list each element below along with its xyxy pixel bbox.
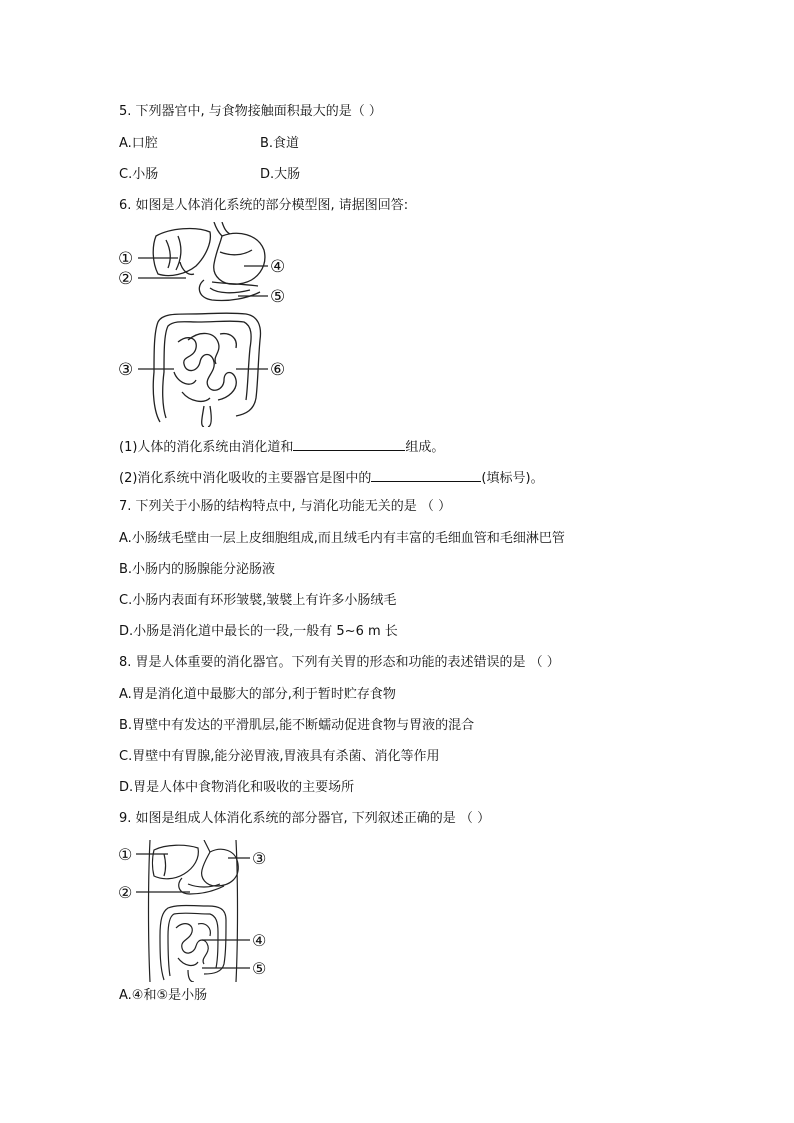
q6-stem: 6. 如图是人体消化系统的部分模型图, 请据图回答:: [119, 198, 409, 213]
q5-option-c: C.小肠: [119, 167, 159, 182]
fig1-label-1: ①: [118, 249, 134, 269]
q5-option-a: A.口腔: [119, 136, 158, 151]
q6-sub2-post: (填标号)。: [481, 471, 544, 486]
q6-sub2-answer-blank[interactable]: [371, 468, 481, 482]
fig2-label-5: ⑤: [252, 959, 267, 978]
fig2-label-1: ①: [118, 845, 133, 864]
fig2-label-3: ③: [252, 849, 267, 868]
q6-sub1-pre: (1)人体的消化系统由消化道和: [119, 440, 294, 455]
q7-option-c: C.小肠内表面有环形皱襞,皱襞上有许多小肠绒毛: [119, 593, 397, 608]
large-intestine-shape: [153, 313, 260, 422]
q8-stem: 8. 胃是人体重要的消化器官。下列有关胃的形态和功能的表述错误的是 （ ）: [119, 655, 560, 670]
q9-stem: 9. 如图是组成人体消化系统的部分器官, 下列叙述正确的是 （ ）: [119, 811, 491, 826]
q6-sub2-pre: (2)消化系统中消化吸收的主要器官是图中的: [119, 471, 372, 486]
q5-option-d: D.大肠: [260, 167, 301, 182]
fig1-label-6: ⑥: [270, 360, 286, 380]
fig2-label-2: ②: [118, 883, 133, 902]
fig1-label-5: ⑤: [270, 287, 286, 307]
q6-sub1: [119, 437, 444, 457]
q7-option-b: B.小肠内的肠腺能分泌肠液: [119, 562, 276, 577]
q6-sub1-post: 组成。: [405, 440, 445, 455]
stomach-shape: [214, 233, 265, 284]
fig2-label-4: ④: [252, 931, 267, 950]
digestive-system-figure-2: [118, 840, 273, 982]
q8-option-c: C.胃壁中有胃腺,能分泌胃液,胃液具有杀菌、消化等作用: [119, 749, 440, 764]
q8-option-d: D.胃是人体中食物消化和吸收的主要场所: [119, 780, 355, 795]
liver-shape: [153, 229, 210, 276]
q7-stem: 7. 下列关于小肠的结构特点中, 与消化功能无关的是 （ ）: [119, 499, 452, 514]
q8-option-b: B.胃壁中有发达的平滑肌层,能不断蠕动促进食物与胃液的混合: [119, 718, 475, 733]
q6-sub2: [119, 468, 544, 488]
fig1-label-3: ③: [118, 360, 134, 380]
q7-option-a: A.小肠绒毛壁由一层上皮细胞组成,而且绒毛内有丰富的毛细血管和毛细淋巴管: [119, 531, 565, 546]
q5-stem: 5. 下列器官中, 与食物接触面积最大的是（ ）: [119, 104, 382, 119]
q7-option-d: D.小肠是消化道中最长的一段,一般有 5~6 m 长: [119, 624, 398, 639]
digestive-system-figure-1: [118, 222, 298, 427]
q8-option-a: A.胃是消化道中最膨大的部分,利于暂时贮存食物: [119, 687, 396, 702]
small-intestine-shape: [178, 338, 236, 400]
q9-option-a: A.④和⑤是小肠: [119, 988, 208, 1003]
fig1-label-2: ②: [118, 269, 134, 289]
q6-sub1-answer-blank[interactable]: [293, 437, 405, 451]
fig1-label-4: ④: [270, 257, 286, 277]
q5-option-b: B.食道: [260, 136, 300, 151]
